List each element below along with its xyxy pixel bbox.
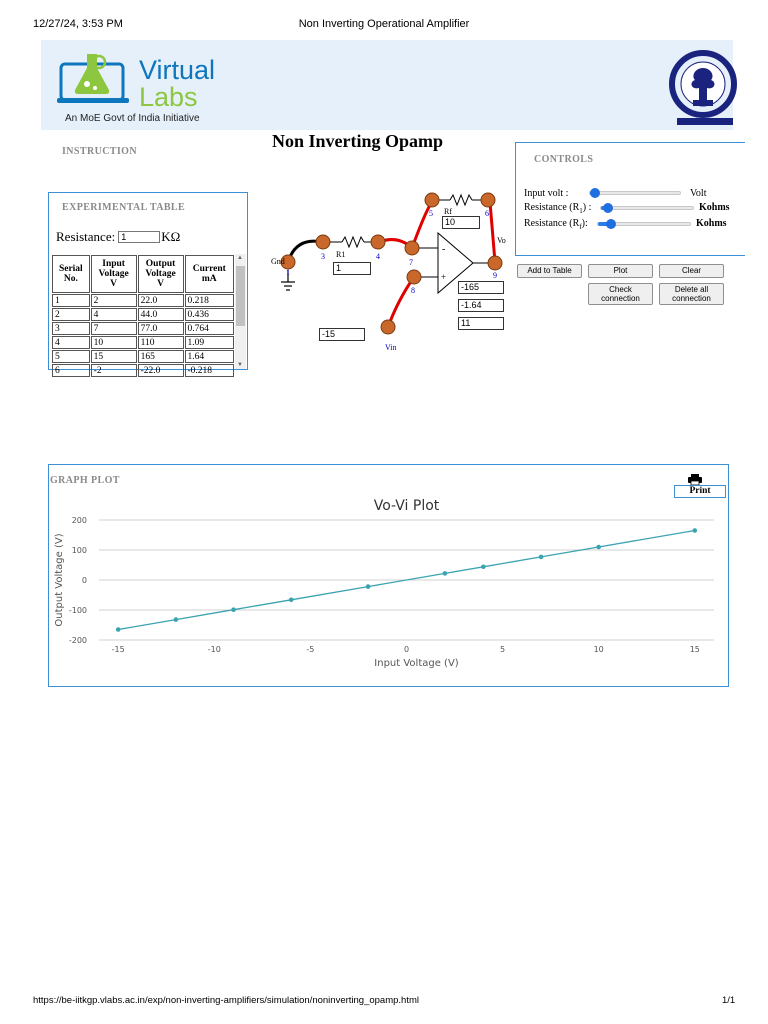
table-cell: 165: [138, 350, 184, 363]
table-cell: 6: [52, 364, 90, 377]
table-header-line: mA: [201, 274, 217, 284]
check-connection-button[interactable]: [588, 283, 653, 305]
table-cell: 4: [52, 336, 90, 349]
chart-x-tick-label: 15: [689, 645, 700, 654]
print-date: 12/27/24, 3:53 PM: [33, 18, 123, 30]
gain-value-box[interactable]: 11: [458, 317, 504, 330]
scroll-down-arrow-icon[interactable]: ▼: [237, 362, 243, 368]
table-cell: 0.764: [185, 322, 235, 335]
chart-data-point: [539, 555, 544, 560]
r1-unit: Kohms: [699, 202, 730, 213]
table-row: [52, 364, 234, 377]
delete-all-line2: connection: [672, 294, 711, 303]
resistor-rf: [450, 195, 472, 205]
table-cell: -0.218: [185, 364, 235, 377]
check-connection-line2: connection: [601, 294, 640, 303]
label-vin: Vin: [385, 343, 397, 352]
controls-title: CONTROLS: [534, 154, 594, 165]
table-header-2: [138, 255, 184, 293]
table-cell: 2: [52, 308, 90, 321]
r1-label-suffix: ) :: [582, 202, 592, 213]
table-cell: 2: [91, 294, 137, 307]
table-cell: -2: [91, 364, 137, 377]
chart-x-axis-label: Input Voltage (V): [374, 658, 459, 669]
chart-data-point: [692, 528, 697, 533]
table-row: [52, 322, 234, 335]
chart-y-tick-label: 100: [71, 546, 87, 555]
r1-label-sub: 1: [579, 207, 583, 215]
flask-laptop-icon: [57, 50, 137, 110]
vo-value-box[interactable]: -165: [458, 281, 504, 294]
table-cell: 10: [91, 336, 137, 349]
instruction-link[interactable]: INSTRUCTION: [62, 146, 137, 157]
table-cell: 77.0: [138, 322, 184, 335]
label-terminal-6: 6: [485, 209, 489, 218]
r1-label-text: Resistance (R: [524, 202, 580, 213]
label-rf: Rf: [444, 207, 452, 216]
logo-word-virtual: Virtual: [139, 55, 216, 85]
terminal-3[interactable]: [316, 235, 330, 249]
chart-data-point: [481, 565, 486, 570]
chart-data-point: [366, 584, 371, 589]
table-cell: 7: [91, 322, 137, 335]
iit-kharagpur-seal-icon: [665, 44, 733, 128]
wire-8-vin: [388, 277, 414, 327]
circuit-diagram: [266, 185, 516, 360]
table-row: [52, 336, 234, 349]
footer-url: https://be-iitkgp.vlabs.ac.in/exp/non-inverting-amplifiers/simulation/noninverting_opamp.html: [33, 995, 419, 1006]
rf-label-suffix: ):: [581, 218, 588, 229]
rf-slider-label: [524, 218, 588, 231]
resistor-r1: [342, 237, 364, 247]
label-terminal-5: 5: [429, 209, 433, 218]
label-terminal-3: 3: [321, 252, 325, 261]
wire-6-9: [490, 202, 495, 262]
resistance-unit: KΩ: [161, 229, 181, 244]
label-opamp-minus: -: [442, 244, 446, 255]
r1-value-box[interactable]: 1: [333, 262, 371, 275]
table-cell: 0.436: [185, 308, 235, 321]
footer-page-number: 1/1: [722, 995, 736, 1006]
chart-y-tick-label: 200: [71, 516, 87, 525]
table-cell: 15: [91, 350, 137, 363]
circuit-svg: [266, 185, 516, 360]
table-header-line: Voltage: [98, 269, 129, 279]
table-header-1: [91, 255, 137, 293]
table-header-line: Input: [102, 259, 125, 269]
chart-y-axis-label: Output Voltage (V): [54, 533, 65, 627]
table-header-line: Serial: [58, 264, 83, 274]
table-row: [52, 308, 234, 321]
label-opamp-plus: +: [441, 272, 447, 282]
chart-data-point: [596, 545, 601, 550]
label-terminal-4: 4: [376, 252, 380, 261]
chart-x-tick-label: -5: [306, 645, 315, 654]
experimental-table-panel: [48, 192, 248, 376]
input-volt-label: Input volt :: [524, 188, 569, 199]
table-cell: 22.0: [138, 294, 184, 307]
table-cell: -22.0: [138, 364, 184, 377]
chart-y-tick-label: -200: [68, 636, 87, 645]
input-volt-unit: Volt: [690, 188, 707, 199]
chart-data-point: [174, 617, 179, 622]
delete-all-line1: Delete all: [674, 285, 709, 294]
chart-data-point: [231, 607, 236, 612]
scroll-up-arrow-icon[interactable]: ▲: [237, 255, 243, 261]
label-terminal-1: 1: [286, 268, 290, 277]
r1-slider-label: [524, 202, 591, 215]
label-r1: R1: [336, 250, 346, 259]
vo-vi-chart: [49, 465, 727, 685]
table-cell: 0.218: [185, 294, 235, 307]
table-cell: 3: [52, 322, 90, 335]
logo-word-labs: Labs: [139, 82, 198, 112]
rf-value-box[interactable]: 10: [442, 216, 480, 229]
terminal-6[interactable]: [481, 193, 495, 207]
current-value-box[interactable]: -1.64: [458, 299, 504, 312]
add-to-table-button[interactable]: Add to Table: [517, 264, 582, 278]
table-header-0: [52, 255, 90, 293]
label-vo: Vo: [497, 236, 506, 245]
table-header-line: V: [157, 279, 164, 289]
label-terminal-9: 9: [493, 271, 497, 280]
header-banner: [41, 40, 733, 130]
chart-title: Vo-Vi Plot: [373, 498, 440, 514]
delete-all-connection-button[interactable]: [659, 283, 724, 305]
controls-panel: [515, 142, 745, 256]
table-row: [52, 350, 234, 363]
table-header-line: Voltage: [145, 269, 176, 279]
table-cell: 5: [52, 350, 90, 363]
terminal-7[interactable]: [405, 241, 419, 255]
rf-label-text: Resistance (R: [524, 218, 580, 229]
table-cell: 44.0: [138, 308, 184, 321]
logo-tagline: An MoE Govt of India Initiative: [65, 113, 200, 124]
table-header-line: Output: [145, 259, 176, 269]
rf-unit: Kohms: [696, 218, 727, 229]
terminal-9[interactable]: [488, 256, 502, 270]
chart-data-point: [289, 598, 294, 603]
r1-slider-thumb[interactable]: [603, 203, 613, 213]
input-volt-slider[interactable]: [589, 191, 681, 195]
terminal-5[interactable]: [425, 193, 439, 207]
print-document-title: Non Inverting Operational Amplifier: [298, 18, 470, 30]
r1-slider[interactable]: [600, 206, 694, 210]
table-cell: 1.09: [185, 336, 235, 349]
table-row: [52, 294, 234, 307]
chart-y-tick-label: 0: [81, 576, 87, 585]
resistance-label: Resistance:: [56, 229, 116, 244]
table-header-3: [185, 255, 235, 293]
terminal-8[interactable]: [407, 270, 421, 284]
table-cell: 4: [91, 308, 137, 321]
rf-label-sub: f: [579, 223, 582, 231]
label-terminal-8: 8: [411, 286, 415, 295]
plot-button[interactable]: Plot: [588, 264, 653, 278]
table-header-line: Current: [192, 264, 226, 274]
rf-slider-thumb[interactable]: [606, 219, 616, 229]
table-cell: 1.64: [185, 350, 235, 363]
terminal-vin[interactable]: [381, 320, 395, 334]
label-gnd: Gnd: [271, 257, 285, 266]
observation-table: [51, 254, 235, 378]
page-title: Non Inverting Opamp: [272, 131, 444, 151]
chart-x-tick-label: 10: [593, 645, 604, 654]
print-button[interactable]: Print: [674, 485, 726, 498]
table-cell: 110: [138, 336, 184, 349]
chart-data-point: [443, 571, 448, 576]
observation-table-scroll[interactable]: [51, 254, 235, 376]
resistance-row: [56, 229, 180, 245]
input-volt-slider-thumb[interactable]: [590, 188, 600, 198]
scroll-thumb[interactable]: [236, 266, 245, 326]
graph-plot-title: GRAPH PLOT: [50, 475, 120, 486]
clear-button[interactable]: Clear: [659, 264, 724, 278]
resistance-input[interactable]: 1: [118, 231, 160, 243]
virtual-labs-logo[interactable]: [57, 50, 257, 130]
table-scrollbar[interactable]: [235, 254, 246, 369]
chart-data-point: [116, 627, 121, 632]
rf-slider[interactable]: [597, 222, 691, 226]
label-terminal-7: 7: [409, 258, 413, 267]
chart-x-tick-label: 0: [403, 645, 410, 654]
chart-x-tick-label: -10: [207, 645, 221, 654]
table-cell: 1: [52, 294, 90, 307]
graph-plot-panel: [48, 464, 729, 687]
chart-x-tick-label: 5: [500, 645, 506, 654]
table-header-line: V: [110, 279, 118, 289]
experimental-table-title: EXPERIMENTAL TABLE: [62, 202, 186, 213]
check-connection-line1: Check: [609, 285, 632, 294]
chart-x-tick-label: -15: [111, 645, 125, 654]
terminal-4[interactable]: [371, 235, 385, 249]
vin-value-box[interactable]: -15: [319, 328, 365, 341]
chart-y-tick-label: -100: [68, 606, 87, 615]
table-header-line: No.: [63, 274, 78, 284]
